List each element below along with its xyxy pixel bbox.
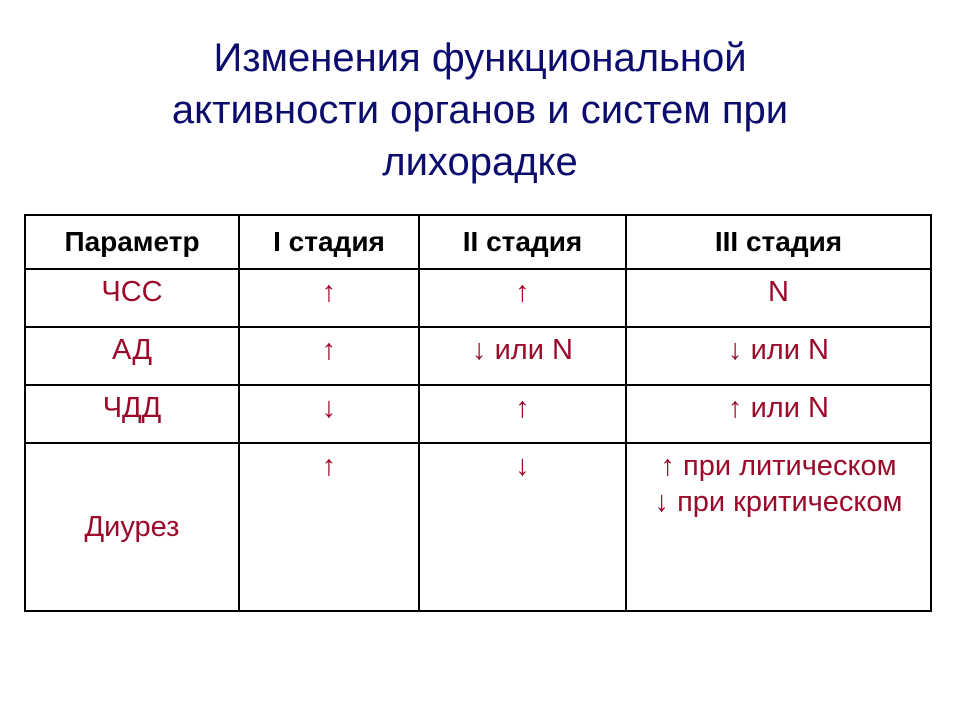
header-stage-1: I стадия	[239, 215, 419, 269]
cell-stage-3	[626, 443, 931, 611]
cell-stage-2: ↓ или N	[419, 327, 626, 385]
cell-stage-2: ↓	[419, 443, 626, 611]
cell-stage-1: ↑	[239, 327, 419, 385]
cell-stage-1: ↓	[239, 385, 419, 443]
cell-parameter: АД	[25, 327, 239, 385]
table-row	[25, 385, 931, 443]
title-line-3: лихорадке	[382, 140, 578, 184]
cell-parameter: ЧСС	[25, 269, 239, 327]
cell-stage-1: ↑	[239, 269, 419, 327]
table-row	[25, 327, 931, 385]
cell-stage-3: ↓ или N	[626, 327, 931, 385]
cell-stage-3: N	[626, 269, 931, 327]
table-row	[25, 443, 931, 611]
title-line-2: активности органов и систем при	[171, 88, 789, 132]
header-parameter: Параметр	[25, 215, 239, 269]
table-row	[25, 269, 931, 327]
cell-stage-2: ↑	[419, 385, 626, 443]
fever-stages-table	[24, 214, 932, 612]
stage-3-lytic-note: ↑ при литическом	[660, 450, 897, 482]
cell-stage-2: ↑	[419, 269, 626, 327]
page-title	[60, 32, 900, 188]
cell-stage-1: ↑	[239, 443, 419, 611]
title-line-1: Изменения функциональной	[213, 36, 747, 80]
header-stage-3: III стадия	[626, 215, 931, 269]
table-header-row	[25, 215, 931, 269]
cell-stage-3: ↑ или N	[626, 385, 931, 443]
cell-parameter: ЧДД	[25, 385, 239, 443]
stage-3-critical-note: ↓ при критическом	[654, 486, 903, 518]
cell-parameter: Диурез	[25, 443, 239, 611]
header-stage-2: II стадия	[419, 215, 626, 269]
